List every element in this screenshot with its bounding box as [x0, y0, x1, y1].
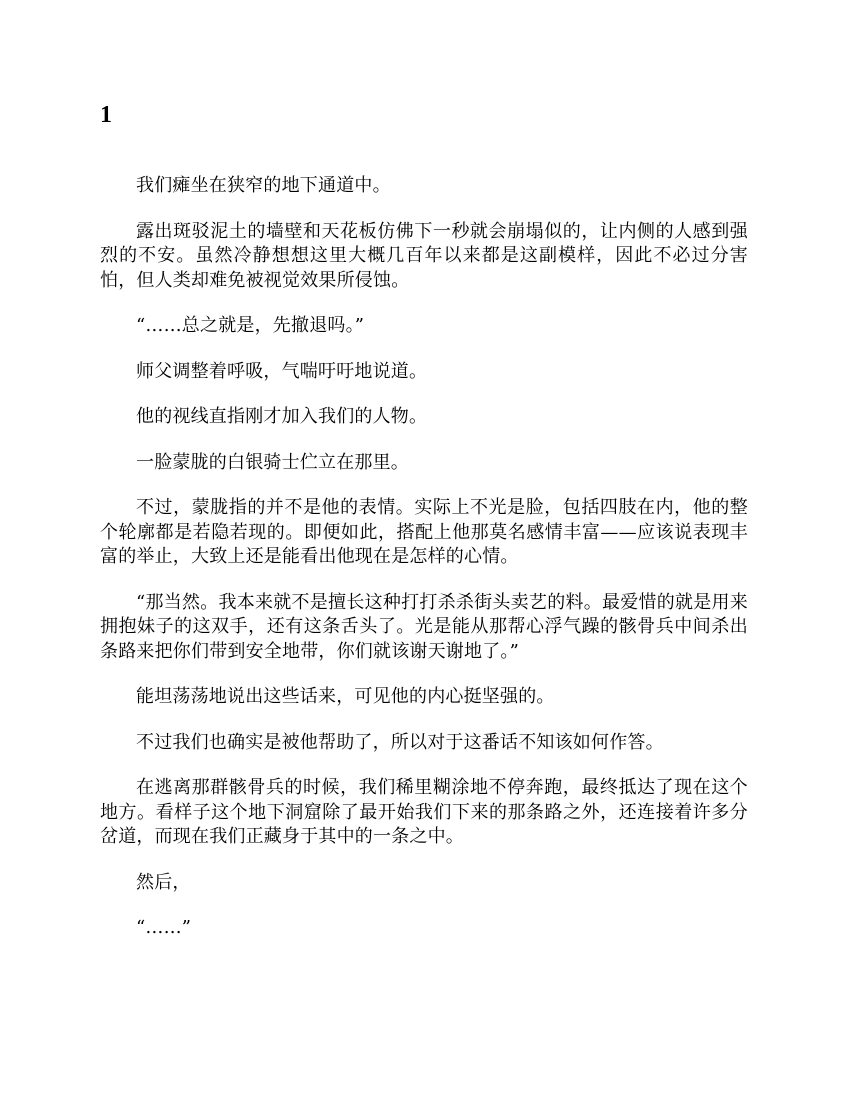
- paragraph: 不过我们也确实是被他帮助了，所以对于这番话不知该如何作答。: [136, 731, 664, 753]
- paragraph: 一脸蒙胧的白银骑士伫立在那里。: [136, 451, 409, 473]
- paragraph: 露出斑驳泥土的墙壁和天花板仿佛下一秒就会崩塌似的，让内侧的人感到强烈的不安。虽然冷静想想这里大概几百年以来都是这副模样，因此不必过分害怕，但人类却难免被视觉效果所侵蚀。: [100, 220, 748, 291]
- chapter-body: [100, 174, 748, 962]
- paragraph: 我们瘫坐在狭窄的地下通道中。: [136, 175, 391, 196]
- paragraph: 在逃离那群骸骨兵的时候，我们稀里糊涂地不停奔跑，最终抵达了现在这个地方。看样子这个地下洞窟除了最开始我们下来的那条路之外，还连接着许多分岔道，而现在我们正藏身于其中的一条之中。: [100, 777, 748, 847]
- paragraph: “……”: [136, 917, 192, 938]
- paragraph: 师父调整着呼吸，气喘吁吁地说道。: [136, 360, 428, 382]
- paragraph: 能坦荡荡地说出这些话来，可见他的内心挺坚强的。: [136, 686, 555, 707]
- chapter-number: 1: [100, 102, 112, 128]
- paragraph: 他的视线直指刚才加入我们的人物。: [136, 406, 428, 427]
- paragraph: “那当然。我本来就不是擅长这种打打杀杀街头卖艺的料。最爱惜的就是用来拥抱妹子的这双手，还有这条舌头了。光是能从那帮心浮气躁的骸骨兵中间杀出条路来把你们带到安全地带，你们就该谢天谢地了。”: [100, 591, 748, 662]
- paragraph: “……总之就是，先撤退吗。”: [136, 315, 365, 336]
- paragraph: 不过，蒙胧指的并不是他的表情。实际上不光是脸，包括四肢在内，他的整个轮廓都是若隐若现的。即便如此，搭配上他那莫名感情丰富——应该说表现丰富的举止，大致上还是能看出他现在是怎样的心情。: [100, 497, 748, 567]
- paragraph: 然后，: [136, 871, 191, 893]
